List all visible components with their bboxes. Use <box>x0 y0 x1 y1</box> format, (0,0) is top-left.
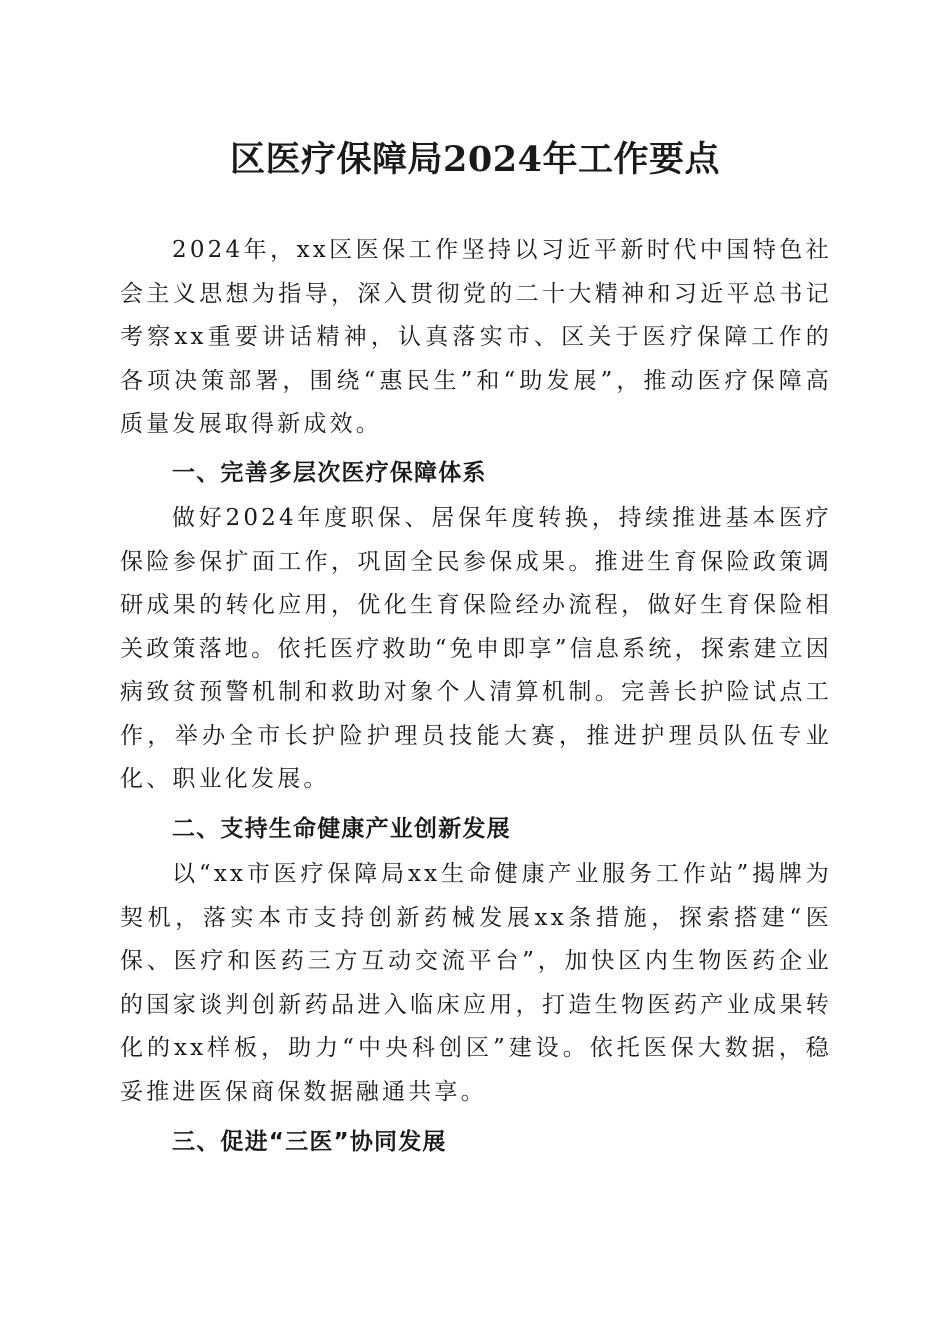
section-2-heading: 二、支持生命健康产业创新发展 <box>172 816 511 842</box>
intro-paragraph: 2024年，xx区医保工作坚持以习近平新时代中国特色社会主义思想为指导，深入贯彻党的二十大精神和习近平总书记考察xx重要讲话精神，认真落实市、区关于医疗保障工作的各项决策部署，围绕“惠民生”和“助发展”，推动医疗保障高质量发展取得新成效。 <box>120 237 832 437</box>
section-3-heading: 三、促进“三医”协同发展 <box>172 1129 447 1155</box>
document-title: 区医疗保障局2024年工作要点 <box>230 139 720 180</box>
section-1-paragraph: 做好2024年度职保、居保年度转换，持续推进基本医疗保险参保扩面工作，巩固全民参保成果。推进生育保险政策调研成果的转化应用，优化生育保险经办流程，做好生育保险相关政策落地。依托医疗救助“免申即享”信息系统，探索建立因病致贫预警机制和救助对象个人清算机制。完善长护险试点工作，举办全市长护险护理员技能大赛，推进护理员队伍专业化、职业化发展。 <box>120 505 832 792</box>
section-1-heading: 一、完善多层次医疗保障体系 <box>172 460 487 486</box>
section-2-paragraph: 以“xx市医疗保障局xx生命健康产业服务工作站”揭牌为契机，落实本市支持创新药械发展xx条措施，探索搭建“医保、医疗和医药三方互动交流平台”，加快区内生物医药企业的国家谈判创新药品进入临床应用，打造生物医药产业成果转化的xx样板，助力“中央科创区”建设。依托医保大数据，稳妥推进医保商保数据融通共享。 <box>120 861 832 1105</box>
